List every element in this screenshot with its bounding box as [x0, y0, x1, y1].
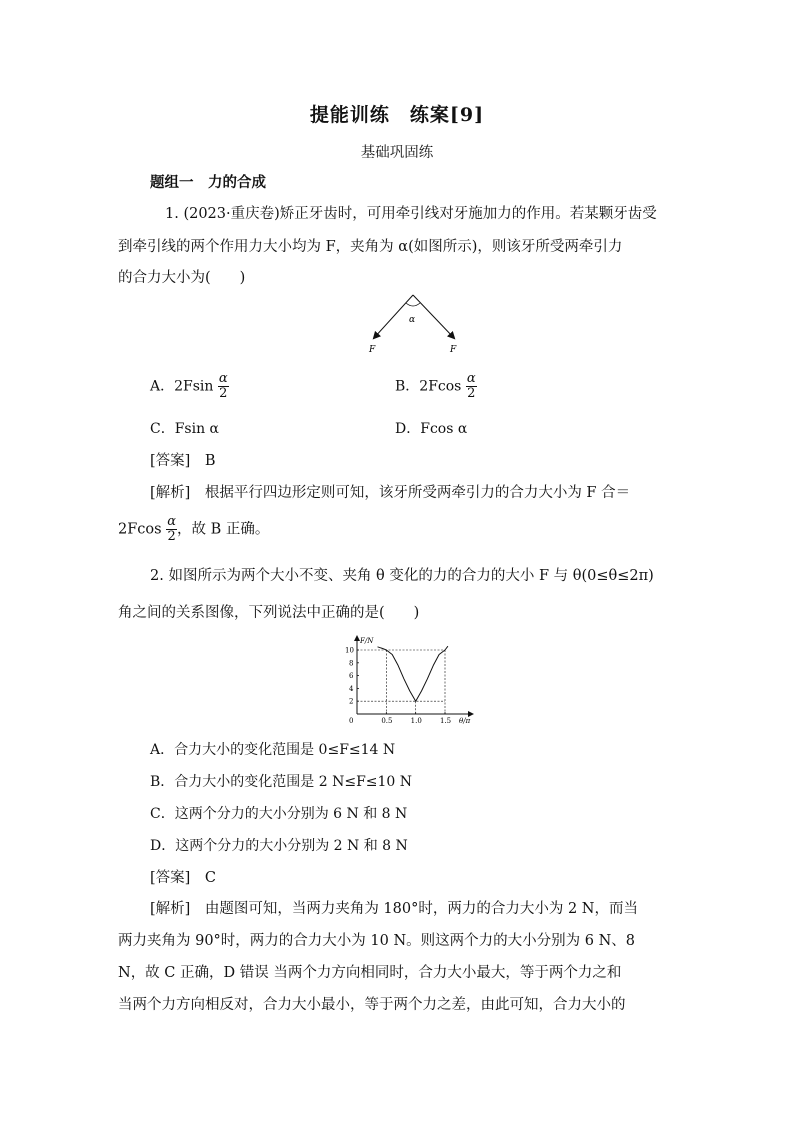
angle-arc	[406, 303, 420, 306]
q2-analysis-line-3: N，故 C 正确，D 错误 当两个力方向相同时，合力大小最大，等于两个力之和	[118, 965, 622, 981]
q1-force-diagram	[362, 290, 472, 356]
answer-value: B	[204, 453, 216, 469]
fraction-alpha-over-2: $\frac{\alpha}{2}$	[466, 371, 476, 401]
analysis-label: [解析]	[150, 485, 191, 501]
q2-option-c: C．这两个分力的大小分别为 6 N 和 8 N	[150, 806, 408, 822]
right-f-label: F	[450, 345, 457, 355]
section-subtitle: 基础巩固练	[360, 145, 434, 161]
q2-line-2: 角之间的关系图像，下列说法中正确的是( )	[118, 605, 420, 621]
x-tick-label: 1.5	[440, 717, 452, 725]
analysis-label: [解析]	[150, 901, 191, 917]
q1-line-3: 的合力大小为( )	[118, 270, 246, 286]
y-tick-label: 6	[349, 672, 354, 681]
origin-label: 0	[349, 717, 354, 725]
fraction-alpha-over-2: $\frac{\alpha}{2}$	[167, 514, 176, 544]
series-line-F	[378, 646, 448, 701]
q1-line-1: 1. (2023·重庆卷)矫正牙齿时，可用牵引线对牙施加力的作用。若某颗牙齿受	[165, 206, 657, 222]
y-tick-label: 2	[349, 697, 354, 706]
fraction-alpha-over-2: $\frac{\alpha}{2}$	[218, 371, 228, 401]
q2-option-a: A．合力大小的变化范围是 0≤F≤14 N	[150, 742, 396, 758]
q1-option-d: D．Fcos α	[395, 421, 468, 437]
x-tick-label: 1.0	[410, 717, 422, 725]
q1-option-a	[150, 372, 229, 401]
q1-answer	[150, 449, 215, 470]
q2-analysis-line-1: [解析] 由题图可知，当两力夹角为 180°时，两力的合力大小为 2 N，而当	[150, 901, 638, 917]
q1-option-b	[395, 372, 477, 401]
left-f-label: F	[369, 345, 376, 355]
q1-analysis-line-2: 2Fcos $\frac{\alpha}{2}$ ，故 B 正确。	[118, 514, 270, 544]
option-b-text: B．2Fcos	[395, 378, 462, 395]
answer-value: C	[204, 870, 216, 886]
q2-analysis-line-2: 两力夹角为 90°时，两力的合力大小为 10 N。则这两个力的大小分别为 6 N、8	[118, 933, 636, 949]
q2-analysis-line-4: 当两个力方向相反对，合力大小最小，等于两个力之差，由此可知，合力大小的	[118, 997, 626, 1013]
q2-option-d: D．这两个分力的大小分别为 2 N 和 8 N	[150, 838, 408, 854]
x-tick-label: 0.5	[381, 717, 393, 725]
q2-force-angle-chart	[335, 630, 485, 726]
q2-answer	[150, 866, 216, 887]
answer-label: [答案]	[150, 870, 191, 886]
alpha-label: α	[409, 315, 416, 325]
q2-option-b: B．合力大小的变化范围是 2 N≤F≤10 N	[150, 774, 413, 790]
option-a-text: A．2Fsin	[150, 378, 214, 395]
answer-label: [答案]	[150, 453, 191, 469]
q1-analysis-line-1: [解析] 根据平行四边形定则可知，该牙所受两牵引力的合力大小为 F 合＝	[150, 485, 631, 501]
group-title: 题组一 力的合成	[150, 174, 266, 191]
left-force-arrow	[374, 295, 416, 338]
right-force-arrow	[413, 295, 454, 338]
q1-option-c: C．Fsin α	[150, 421, 220, 437]
y-tick-label: 10	[345, 646, 354, 655]
q1-line-2: 到牵引线的两个作用力大小均为 F，夹角为 α(如图所示)，则该牙所受两牵引力	[118, 239, 623, 255]
q2-line-1: 2. 如图所示为两个大小不变、夹角 θ 变化的力的合力的大小 F 与 θ(0≤θ≤2π)	[150, 568, 654, 584]
y-tick-label: 8	[349, 659, 354, 668]
y-axis-label: F/N	[360, 637, 374, 645]
y-tick-label: 4	[349, 684, 354, 693]
x-axis-label: θ/π	[459, 717, 471, 725]
page-title: 提能训练 练案[9]	[309, 104, 485, 126]
